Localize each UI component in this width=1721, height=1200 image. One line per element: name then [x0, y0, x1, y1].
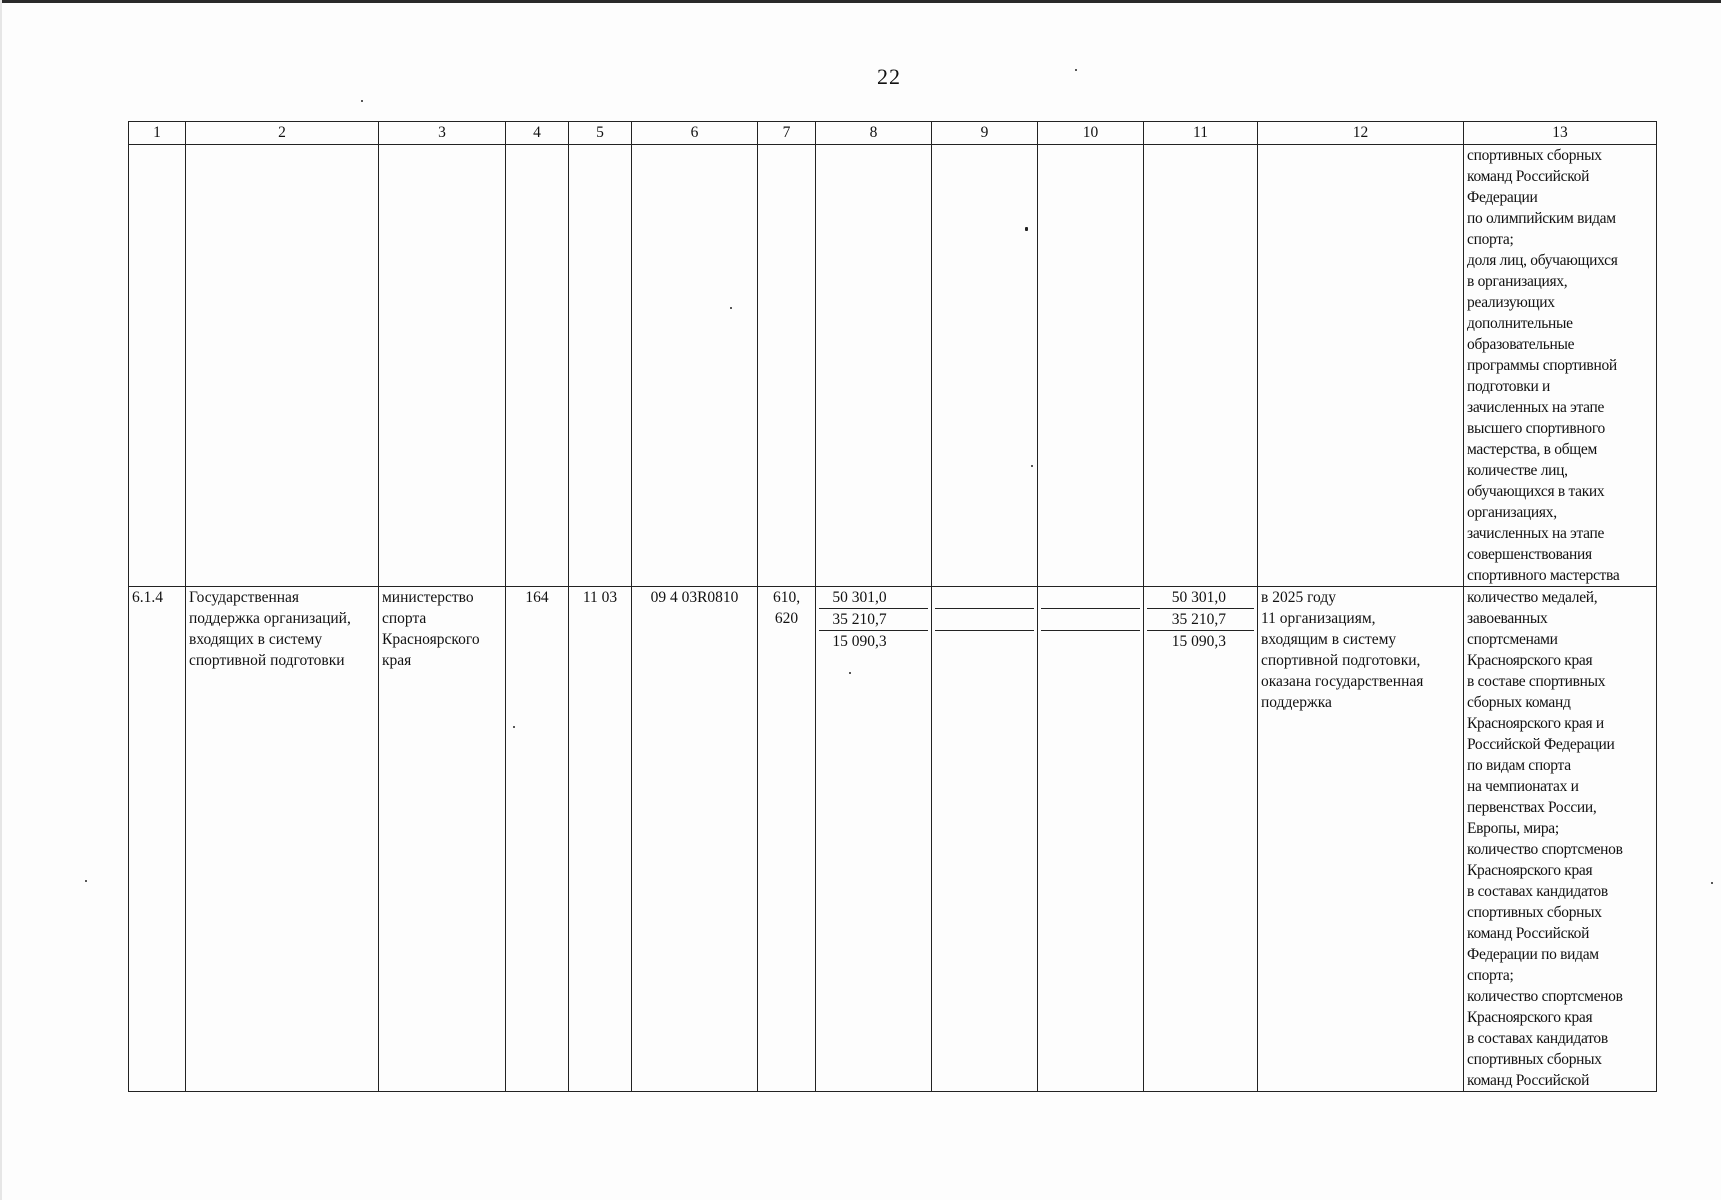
column-number: 8: [816, 122, 932, 145]
indicator-line: мастерства, в общем: [1467, 441, 1598, 458]
indicator-line: спортивных сборных: [1467, 1051, 1602, 1068]
indicator-line: зачисленных на этапе: [1467, 399, 1605, 416]
left-page-edge: [0, 0, 2, 1200]
indicator-line: подготовки и: [1467, 378, 1551, 395]
empty-cell: [1038, 145, 1144, 587]
responsible-cell: [379, 587, 506, 1092]
empty-cell: [758, 145, 816, 587]
indicator-line: доля лиц, обучающихся: [1467, 252, 1618, 269]
responsible-line: министерство: [382, 589, 474, 606]
indicator-line: Федерации: [1467, 189, 1538, 206]
indicator-line: спорта;: [1467, 967, 1514, 984]
budget-program-table: [128, 121, 1657, 1092]
empty-cell: [129, 145, 186, 587]
result-line: 11 организациям,: [1261, 610, 1376, 627]
indicator-line: Красноярского края и: [1467, 715, 1604, 732]
measure-name-line: поддержка организаций,: [189, 610, 351, 627]
amount-2025-cell: [816, 587, 932, 1092]
expense-type-line: 610,: [772, 589, 801, 606]
column-number: 11: [1144, 122, 1258, 145]
indicator-line: первенствах России,: [1467, 799, 1597, 816]
amount-part-2: 15 090,3: [832, 633, 887, 650]
empty-cell: [1258, 145, 1464, 587]
amount-2026-cell: [932, 587, 1038, 1092]
indicator-line: Красноярского края: [1467, 652, 1593, 669]
indicator-line: реализующих: [1467, 294, 1555, 311]
page-number: 22: [877, 64, 901, 89]
indicator-line: количество спортсменов: [1467, 841, 1623, 858]
indicator-line: спорта;: [1467, 231, 1514, 248]
indicator-line: дополнительные: [1467, 315, 1573, 332]
indicator-line: в составе спортивных: [1467, 673, 1606, 690]
indicator-line: количество медалей,: [1467, 589, 1598, 606]
grbs-code-cell: 164: [506, 587, 569, 1092]
result-line: поддержка: [1261, 694, 1332, 711]
column-number: 9: [932, 122, 1038, 145]
measure-name-cell: [186, 587, 379, 1092]
indicator-line: количестве лиц,: [1467, 462, 1568, 479]
indicator-line: программы спортивной: [1467, 357, 1617, 374]
indicator-line: высшего спортивного: [1467, 420, 1605, 437]
scan-speck: [85, 880, 87, 882]
empty-cell: [186, 145, 379, 587]
indicator-line: спортивного мастерства: [1467, 567, 1620, 584]
indicators-cell: [1464, 587, 1657, 1092]
indicator-line: Федерации по видам: [1467, 946, 1599, 963]
measure-name-line: входящих в систему: [189, 631, 323, 648]
period-total: 50 301,0: [1147, 587, 1254, 609]
indicator-line: Красноярского края: [1467, 862, 1593, 879]
measure-name-line: Государственная: [189, 589, 300, 606]
amount-empty: [1041, 587, 1140, 609]
result-line: в 2025 году: [1261, 589, 1336, 606]
column-number: 2: [186, 122, 379, 145]
column-number: 3: [379, 122, 506, 145]
empty-cell: [569, 145, 632, 587]
scan-speck: [1711, 882, 1713, 884]
scan-speck: [361, 100, 363, 102]
indicator-line: Красноярского края: [1467, 1009, 1593, 1026]
indicator-line: зачисленных на этапе: [1467, 525, 1605, 542]
empty-cell: [1144, 145, 1258, 587]
table-row-continuation: [129, 145, 1657, 587]
indicator-line: совершенствования: [1467, 546, 1592, 563]
section-code-cell: 11 03: [569, 587, 632, 1092]
column-number: 13: [1464, 122, 1657, 145]
row-number-cell: 6.1.4: [129, 587, 186, 1092]
result-line: оказана государственная: [1261, 673, 1424, 690]
amount-total-period-cell: [1144, 587, 1258, 1092]
empty-cell: [506, 145, 569, 587]
target-article-cell: 09 4 03R0810: [632, 587, 758, 1092]
expense-type-line: 620: [774, 610, 799, 627]
indicator-line: спортивных сборных: [1467, 904, 1602, 921]
indicator-line: по видам спорта: [1467, 757, 1571, 774]
indicator-line: в составах кандидатов: [1467, 883, 1608, 900]
amount-part-1: 35 210,7: [819, 609, 928, 631]
amount-total: 50 301,0: [819, 587, 928, 609]
column-number: 10: [1038, 122, 1144, 145]
period-part-1: 35 210,7: [1147, 609, 1254, 631]
responsible-line: края: [382, 652, 412, 669]
result-line: спортивной подготовки,: [1261, 652, 1421, 669]
indicator-line: Европы, мира;: [1467, 820, 1559, 837]
indicators-cell: [1464, 145, 1657, 587]
indicator-line: в организациях,: [1467, 273, 1568, 290]
top-border-line: [0, 0, 1721, 3]
period-part-2: 15 090,3: [1171, 633, 1226, 650]
amount-empty: [1041, 609, 1140, 631]
indicator-line: количество спортсменов: [1467, 988, 1623, 1005]
responsible-line: Красноярского: [382, 631, 480, 648]
measure-name-line: спортивной подготовки: [189, 652, 345, 669]
column-number-row: [129, 122, 1657, 145]
indicator-line: Российской Федерации: [1467, 736, 1615, 753]
column-number: 5: [569, 122, 632, 145]
indicator-line: команд Российской: [1467, 1072, 1590, 1089]
column-number: 6: [632, 122, 758, 145]
indicator-line: по олимпийским видам: [1467, 210, 1616, 227]
empty-cell: [632, 145, 758, 587]
indicator-line: обучающихся в таких: [1467, 483, 1605, 500]
amount-empty: [935, 587, 1034, 609]
indicator-line: завоеванных: [1467, 610, 1548, 627]
indicator-line: спортсменами: [1467, 631, 1558, 648]
result-line: входящим в систему: [1261, 631, 1397, 648]
empty-cell: [816, 145, 932, 587]
empty-cell: [379, 145, 506, 587]
indicator-line: спортивных сборных: [1467, 147, 1602, 164]
amount-2027-cell: [1038, 587, 1144, 1092]
expected-result-cell: [1258, 587, 1464, 1092]
indicator-line: на чемпионатах и: [1467, 778, 1579, 795]
table-row-6-1-4: [129, 587, 1657, 1092]
column-number: 7: [758, 122, 816, 145]
indicator-line: команд Российской: [1467, 168, 1590, 185]
indicator-line: команд Российской: [1467, 925, 1590, 942]
indicator-line: организациях,: [1467, 504, 1557, 521]
scan-speck: [1075, 69, 1077, 71]
indicator-line: образовательные: [1467, 336, 1575, 353]
empty-cell: [932, 145, 1038, 587]
indicator-line: сборных команд: [1467, 694, 1571, 711]
indicator-line: в составах кандидатов: [1467, 1030, 1608, 1047]
column-number: 4: [506, 122, 569, 145]
column-number: 1: [129, 122, 186, 145]
column-number: 12: [1258, 122, 1464, 145]
expense-type-cell: [758, 587, 816, 1092]
amount-empty: [935, 609, 1034, 631]
responsible-line: спорта: [382, 610, 427, 627]
